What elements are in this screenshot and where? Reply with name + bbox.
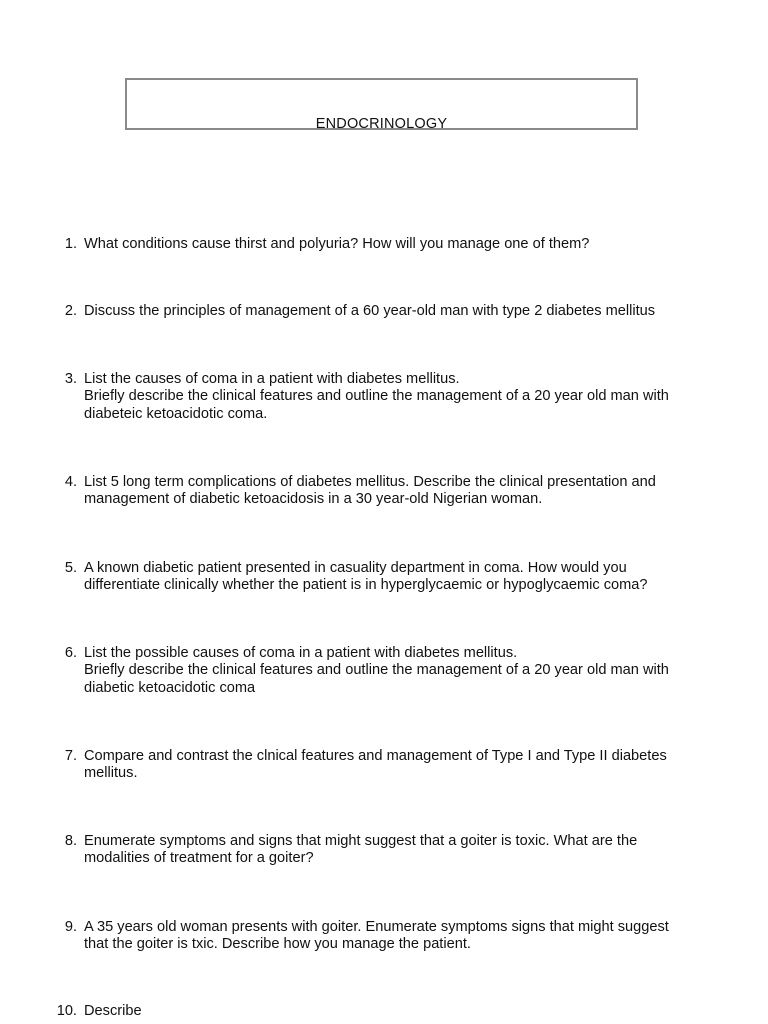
question-line: Briefly describe the clinical features and outline the management of a 20 year old man with	[84, 662, 669, 679]
question-text	[84, 645, 744, 697]
question-text	[84, 919, 744, 954]
question-line: List the possible causes of coma in a patient with diabetes mellitus.	[84, 645, 518, 661]
question-number: 5.	[64, 560, 77, 576]
question-text	[84, 833, 744, 868]
question-text	[84, 371, 744, 423]
question-line: mellitus.	[84, 765, 138, 782]
question-number: 4.	[64, 474, 77, 490]
question-line: differentiate clinically whether the patient is in hyperglycaemic or hypoglycaemic coma?	[84, 577, 648, 594]
question-number: 7.	[64, 748, 77, 764]
question-line: Describe	[84, 1003, 142, 1019]
question-line: management of diabetic ketoacidosis in a 30 year-old Nigerian woman.	[84, 491, 543, 508]
question-line: A known diabetic patient presented in casuality department in coma. How would you	[84, 560, 627, 576]
question-line: Briefly describe the clinical features and outline the management of a 20 year old man with	[84, 388, 669, 405]
question-line: that the goiter is txic. Describe how you manage the patient.	[84, 936, 471, 953]
question-line: diabetic ketoacidotic coma	[84, 679, 256, 696]
question-number: 1.	[64, 236, 77, 252]
question-number: 6.	[64, 645, 77, 661]
question-text	[84, 1003, 744, 1020]
question-text	[84, 474, 744, 509]
question-line: Discuss the principles of management of a 60 year-old man with type 2 diabetes mellitus	[84, 303, 656, 319]
question-line: A 35 years old woman presents with goiter. Enumerate symptoms signs that might suggest	[84, 919, 669, 935]
question-line: Compare and contrast the clnical features and management of Type I and Type II diabetes	[84, 748, 667, 764]
question-number: 3.	[64, 371, 77, 387]
question-number: 8.	[64, 833, 77, 849]
question-text	[84, 748, 744, 783]
question-line: Enumerate symptoms and signs that might suggest that a goiter is toxic. What are the	[84, 833, 638, 849]
page-title: ENDOCRINOLOGY	[315, 116, 448, 132]
question-text	[84, 560, 744, 595]
question-line: modalities of treatment for a goiter?	[84, 850, 314, 867]
question-line: List 5 long term complications of diabetes mellitus. Describe the clinical presentation and	[84, 474, 656, 490]
question-line: List the causes of coma in a patient with diabetes mellitus.	[84, 371, 460, 387]
question-line: What conditions cause thirst and polyuria? How will you manage one of them?	[84, 236, 590, 252]
question-text	[84, 236, 744, 253]
question-number: 2.	[64, 303, 77, 319]
question-text	[84, 303, 744, 320]
title-box	[125, 78, 638, 130]
question-number: 9.	[64, 919, 77, 935]
question-line: diabeteic ketoacidotic coma.	[84, 405, 268, 422]
question-number: 10.	[56, 1003, 77, 1019]
